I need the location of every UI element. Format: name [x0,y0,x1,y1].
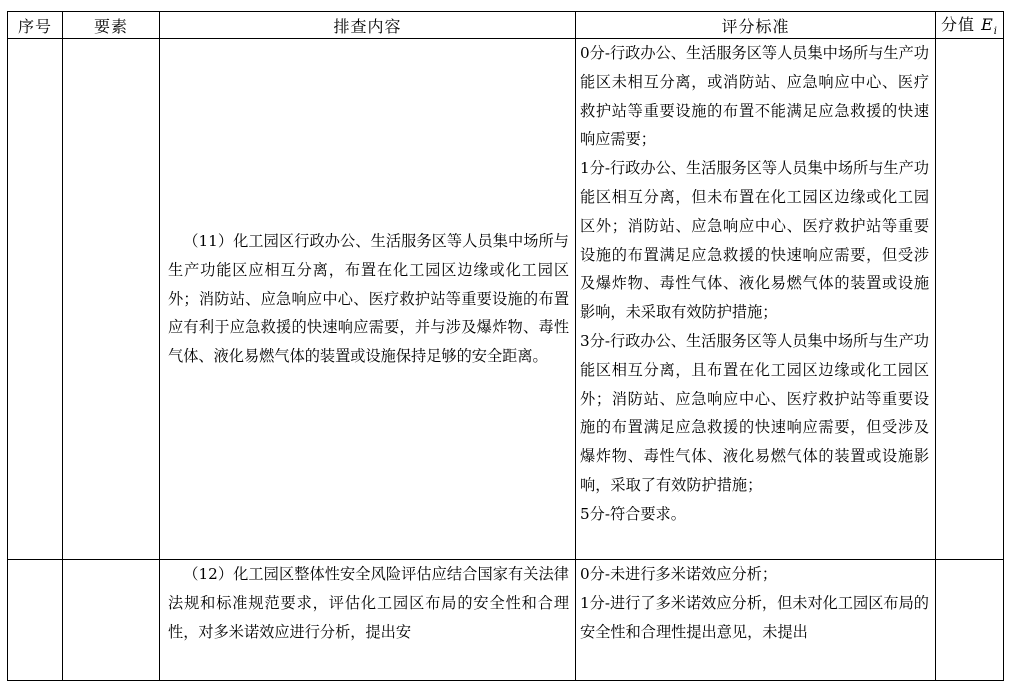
standard-item-1: 1分-进行了多米诺效应分析，但未对化工园区布局的安全性和合理性提出意见，未提出 [580,593,929,641]
cell-standard [576,39,936,560]
content-text: （11）化工园区行政办公、生活服务区等人员集中场所与生产功能区应相互分离，布置在化工园区边缘或化工园区外；消防站、应急响应中心、医疗救护站等重要设施的布置应有利于应急救援的快速响应需要，并与涉及爆炸物、毒性气体、液化易燃气体的装置或设施保持足够的安全距离。 [168,232,569,366]
header-score-sub: i [993,26,998,38]
standard-item-2: 3分-行政办公、生活服务区等人员集中场所与生产功能区相互分离，且布置在化工园区边缘或化工园区外；消防站、应急响应中心、医疗救护站等重要设施的布置满足应急救援的快速响应需要，但受涉及爆炸物、毒性气体、液化易燃气体的装置或设施影响，采取了有效防护措施； [580,331,929,494]
cell-standard [576,560,936,681]
header-content: 排查内容 [160,12,576,39]
scoring-table-page [7,11,1003,653]
cell-no [8,39,63,560]
header-no: 序号 [8,12,63,39]
header-score-label: 分值 [941,15,976,35]
standard-item-0: 0分-未进行多米诺效应分析； [580,565,778,583]
cell-element [63,560,160,681]
cell-element [63,39,160,560]
header-element: 要素 [63,12,160,39]
cell-score [936,39,1004,560]
cell-content [160,39,576,560]
table-row [8,560,1004,681]
cell-no [8,560,63,681]
scoring-table [7,11,1004,681]
content-text: （12）化工园区整体性安全风险评估应结合国家有关法律法规和标准规范要求，评估化工园区布局的安全性和合理性，对多米诺效应进行分析，提出安 [168,565,569,641]
cell-score [936,560,1004,681]
header-score [936,12,1004,39]
standard-item-3: 5分-符合要求。 [580,504,686,523]
header-standard: 评分标准 [576,12,936,39]
table-row [8,39,1004,560]
standard-item-1: 1分-行政办公、生活服务区等人员集中场所与生产功能区相互分离，但未布置在化工园区边缘或化工园区外；消防站、应急响应中心、医疗救护站等重要设施的布置满足应急救援的快速响应需要，但受涉及爆炸物、毒性气体、液化易燃气体的装置或设施影响，未采取有效防护措施； [580,159,929,322]
cell-content [160,560,576,681]
header-score-symbol: E [981,15,994,35]
standard-item-0: 0分-行政办公、生活服务区等人员集中场所与生产功能区未相互分离，或消防站、应急响应中心、医疗救护站等重要设施的布置不能满足应急救援的快速响应需要； [580,44,929,149]
table-header-row [8,12,1004,39]
